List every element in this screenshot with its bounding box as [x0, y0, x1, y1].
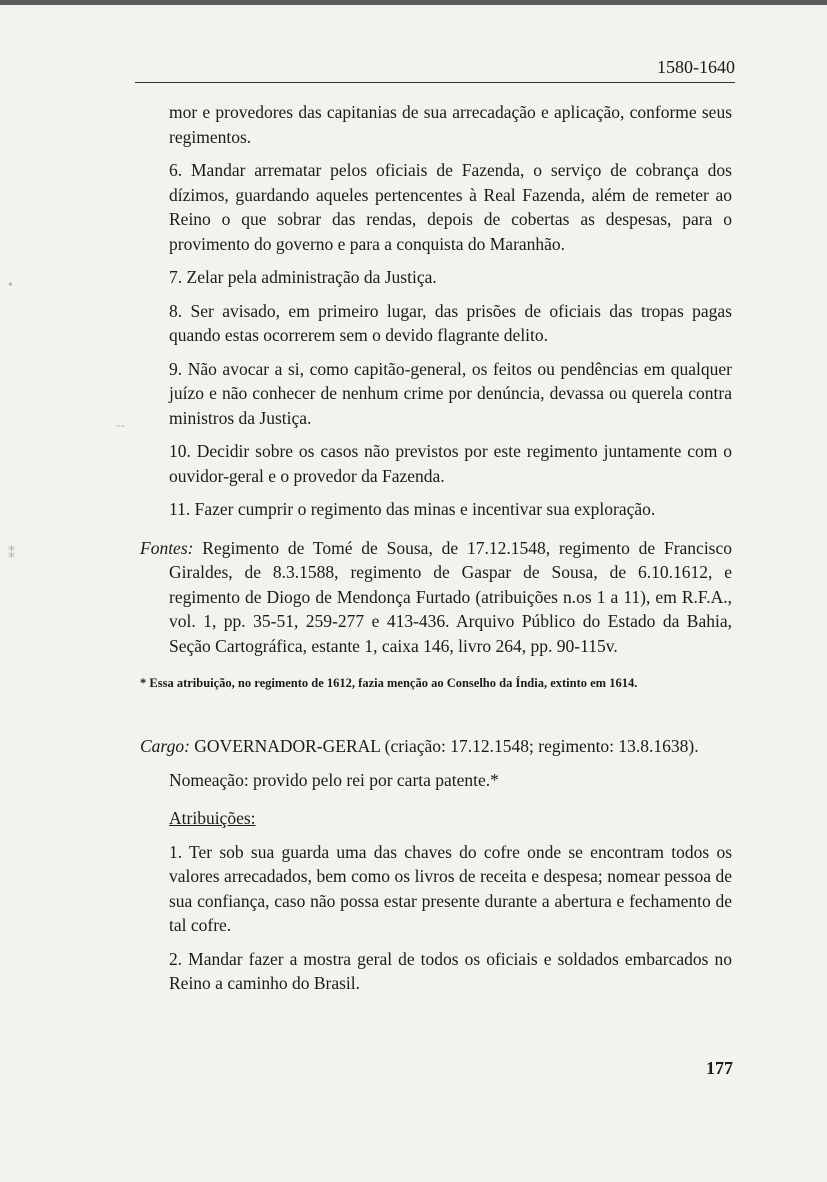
margin-mark: -- [116, 418, 126, 433]
nomeacao-line: Nomeação: provido pelo rei por carta patente.* [169, 769, 499, 790]
attribution-item: 9. Não avocar a si, como capitão-general, os feitos ou pendências em qualquer juízo e não conhecer de nenhum crime por denúncia, devassa ou querela contra ministros da Justiça. [169, 358, 732, 428]
cargo-attribution-item: 1. Ter sob sua guarda uma das chaves do cofre onde se encontram todos os valores arrecadados, bem como os livros de receita e despesa; nomear pessoa de sua confiança, caso não possa estar presente durante a abertura e fechamento de tal cofre. [169, 841, 732, 935]
margin-mark: ⁑ [8, 547, 15, 562]
atribuicoes-heading: Atribuições: [169, 808, 256, 828]
cargo-attribution-item: 2. Mandar fazer a mostra geral de todos os oficiais e soldados embarcados no Reino a caminho do Brasil. [169, 948, 732, 993]
cargo-paragraph [140, 734, 732, 759]
atribuicoes-heading-wrap [140, 806, 732, 831]
attribution-item: 11. Fazer cumprir o regimento das minas e incentivar sua exploração. [169, 499, 656, 519]
cargo-text: GOVERNADOR-GERAL (criação: 17.12.1548; regimento: 13.8.1638). [194, 736, 699, 756]
attribution-item: 10. Decidir sobre os casos não previstos por este regimento juntamente com o ouvidor-geral e o provedor da Fazenda. [169, 441, 732, 486]
sources-paragraph [140, 536, 732, 659]
sources-text: Regimento de Tomé de Sousa, de 17.12.1548, regimento de Francisco Giraldes, de 8.3.1588, regimento de Gaspar de Sousa, de 6.10.1612, e regimento de Diogo de Mendonça Furtado (atribuições n.os 1 a 11), em R.F.A., vol. 1, pp. 35-51, 259-277 e 413-436. Arquivo Público do Estado da Bahia, Seção Cartográfica, estante 1, caixa 146, livro 264, pp. 90-115v. [169, 537, 733, 656]
intro-paragraph: mor e provedores das capitanias de sua arrecadação e aplicação, conforme seus regimentos. [169, 102, 732, 147]
cargo-label: Cargo: [140, 736, 190, 756]
page-header-range: 1580-1640 [657, 57, 735, 77]
page-number: 177 [706, 1058, 733, 1078]
sources-label: Fontes: [140, 537, 194, 558]
page-body [140, 100, 732, 1005]
attribution-item: 8. Ser avisado, em primeiro lugar, das prisões de oficiais das tropas pagas quando estas ocorrerem sem o devido flagrante delito. [169, 300, 732, 345]
header-rule [135, 82, 735, 83]
attribution-item: 7. Zelar pela administração da Justiça. [169, 267, 437, 287]
scan-top-edge [0, 0, 827, 5]
margin-mark: • [8, 278, 13, 293]
footnote: * Essa atribuição, no regimento de 1612, fazia menção ao Conselho da Índia, extinto em 1614. [140, 676, 638, 690]
attribution-item: 6. Mandar arrematar pelos oficiais de Fazenda, o serviço de cobrança dos dízimos, guardando aqueles pertencentes à Real Fazenda, além de remeter ao Reino o que sobrar das rendas, depois de cobertas as despesas, para o provimento do governo e para a conquista do Maranhão. [169, 160, 732, 254]
